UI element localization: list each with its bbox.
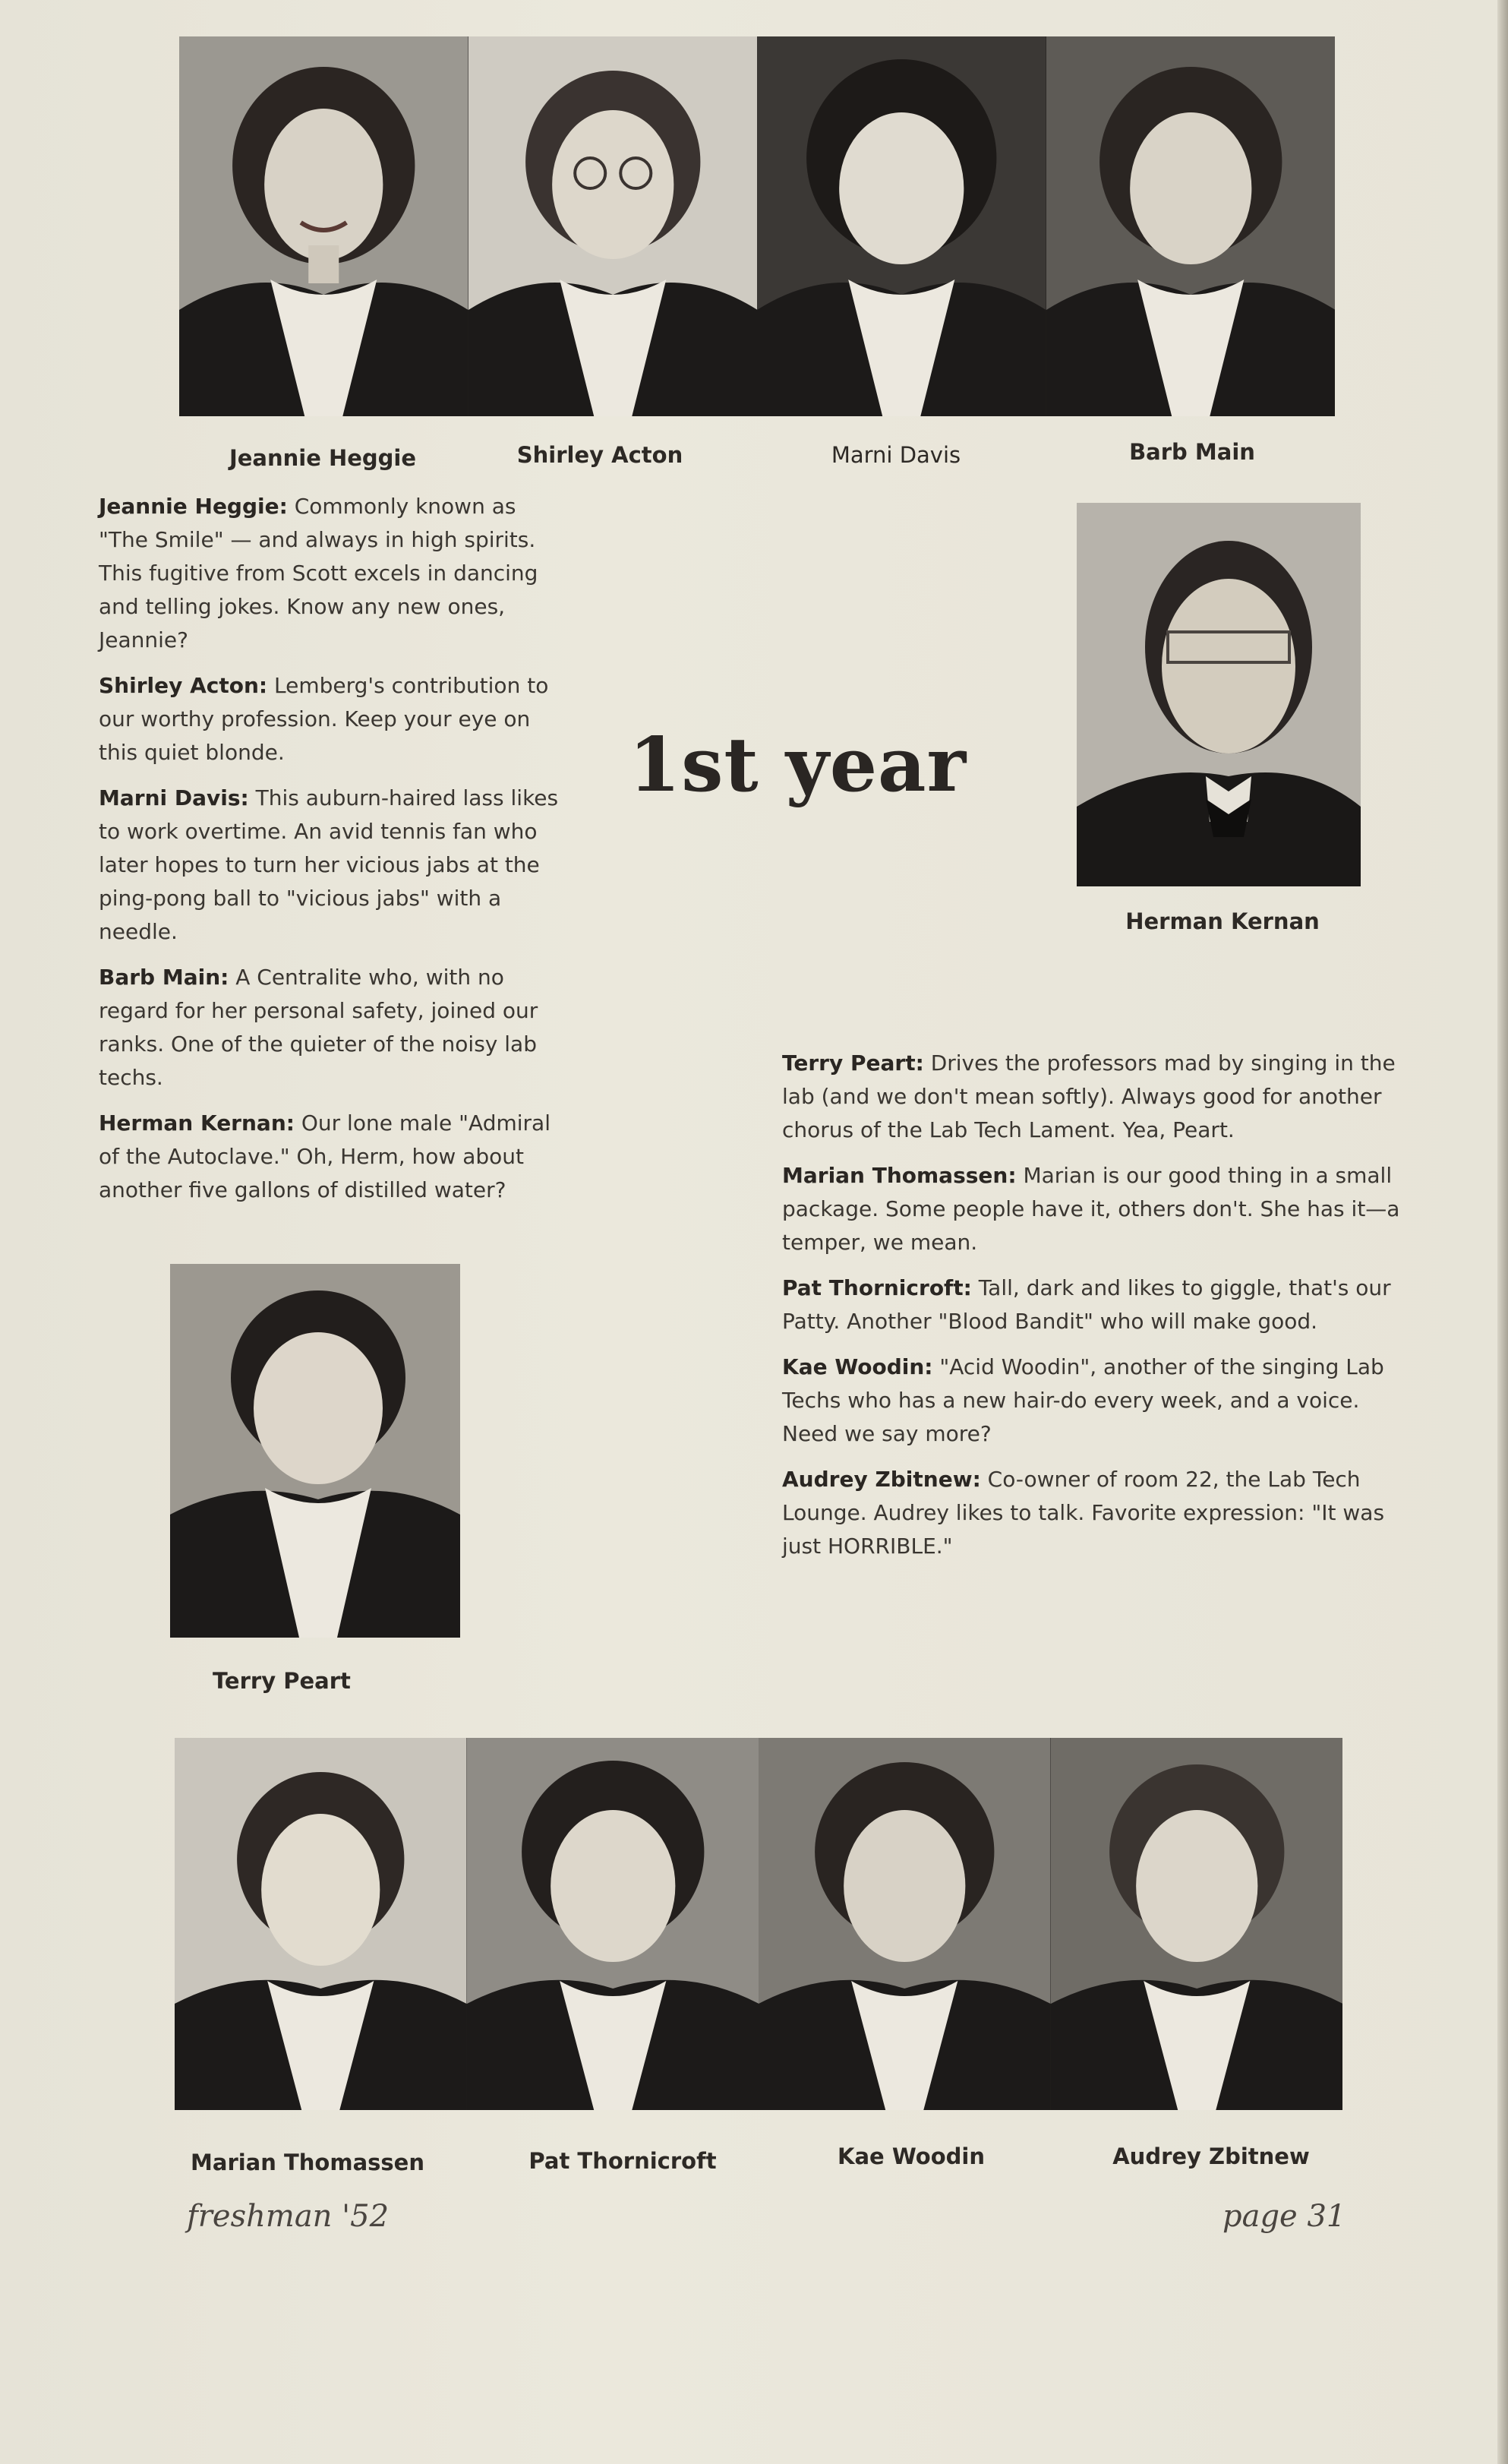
bio-text: Tall, dark and likes to giggle, that's our Patty. Another "Blood Bandit" who will make good. [782,1275,1391,1334]
faculty-photo [1077,503,1361,886]
portrait-caption: Pat Thornicroft [528,2148,717,2174]
portrait-caption: Marni Davis [831,442,961,468]
bio-entry [782,1047,1401,1147]
portrait-caption: Audrey Zbitnew [1112,2143,1310,2169]
bio-entry [99,782,562,949]
bio-entry [99,490,562,657]
page-title: 1st year [629,722,967,809]
footer-left: freshman '52 [187,2199,390,2234]
bio-name: Marian Thomassen: [782,1163,1017,1188]
portrait-caption: Jeannie Heggie [229,445,417,471]
portrait-photo [757,36,1046,416]
bio-entry [782,1159,1401,1259]
portrait-caption: Kae Woodin [838,2143,985,2169]
bio-text: Lemberg's contribution to our worthy profession. Keep your eye on this quiet blonde. [99,673,549,765]
footer-right: page 31 [1222,2199,1346,2234]
single-portrait-photo [170,1264,460,1638]
portrait-photo [467,1738,759,2110]
portrait-caption: Terry Peart [213,1668,351,1694]
portrait-photo [1051,1738,1343,2110]
bio-entry [99,669,562,769]
bottom-photo-strip [175,1738,1342,2110]
bio-text: This auburn-haired lass likes to work overtime. An avid tennis fan who later hopes to turn her vicious jabs at the ping-pong ball to "vicious jabs" with a needle. [99,785,559,944]
page-spine [1497,0,1508,2464]
bio-text: "Acid Woodin", another of the singing Lab Techs who has a new hair-do every week, and a voice. Need we say more? [782,1354,1384,1446]
bio-name: Audrey Zbitnew: [782,1467,981,1492]
bio-text: Commonly known as "The Smile" — and always in high spirits. This fugitive from Scott excels in dancing and telling jokes. Know any new ones, Jeannie? [99,494,538,652]
bio-entry [782,1271,1401,1338]
portrait-photo [1046,36,1336,416]
bio-text: Our lone male "Admiral of the Autoclave." Oh, Herm, how about another five gallons of distilled water? [99,1110,551,1202]
portrait-photo [759,1738,1051,2110]
bio-entry [782,1463,1401,1563]
bio-column-left [99,490,562,1219]
bio-entry [782,1350,1401,1451]
portrait-caption: Marian Thomassen [191,2150,424,2175]
bio-name: Kae Woodin: [782,1354,933,1379]
bio-name: Marni Davis: [99,785,249,810]
portrait-photo [175,1738,467,2110]
bio-entry [99,961,562,1095]
bio-text: Co-owner of room 22, the Lab Tech Lounge. Audrey likes to talk. Favorite expression: "It was just HORRIBLE." [782,1467,1385,1559]
portrait-caption: Shirley Acton [516,442,683,468]
bio-column-right [782,1047,1401,1575]
portrait-photo [179,36,468,416]
bio-text: Drives the professors mad by singing in the lab (and we don't mean softly). Always good for another chorus of the Lab Tech Lament. Yea, Peart. [782,1050,1396,1142]
bio-name: Pat Thornicroft: [782,1275,972,1300]
portrait-caption: Herman Kernan [1125,908,1320,934]
bio-text: A Centralite who, with no regard for her personal safety, joined our ranks. One of the quieter of the noisy lab techs. [99,965,538,1090]
bio-entry [99,1107,562,1207]
portrait-photo [468,36,758,416]
bio-text: Marian is our good thing in a small package. Some people have it, others don't. She has it—a temper, we mean. [782,1163,1400,1255]
bio-name: Shirley Acton: [99,673,268,698]
bio-name: Herman Kernan: [99,1110,295,1136]
top-photo-strip [179,36,1335,416]
bio-name: Barb Main: [99,965,229,990]
portrait-caption: Barb Main [1129,439,1255,465]
bio-name: Terry Peart: [782,1050,924,1076]
bio-name: Jeannie Heggie: [99,494,288,519]
